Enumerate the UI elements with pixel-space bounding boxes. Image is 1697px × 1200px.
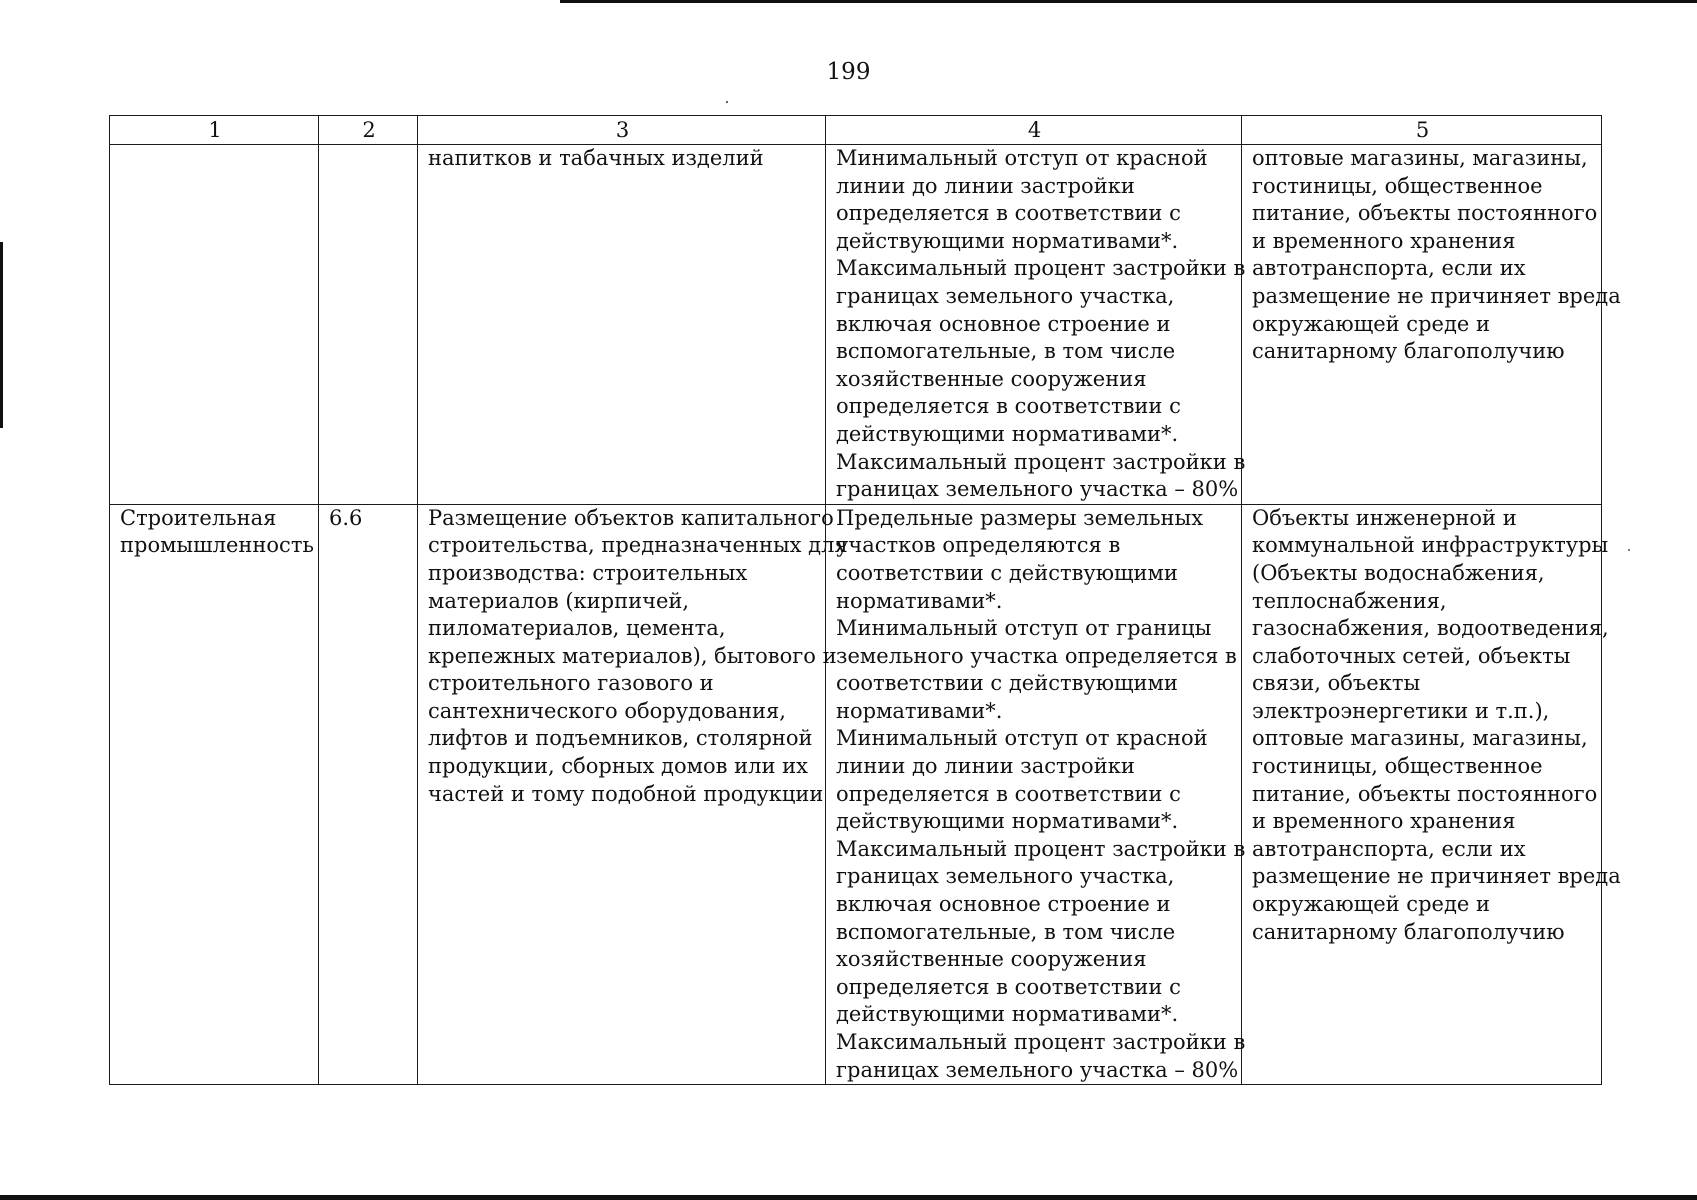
cell-text-line: соответствии с действующими [836, 560, 1178, 585]
cell-text-line: границах земельного участка, [836, 864, 1175, 889]
column-header-5: 5 [1242, 116, 1602, 145]
cell-text-line: частей и тому подобной продукции [428, 781, 824, 806]
column-header-1: 1 [110, 116, 319, 145]
code-cell [319, 504, 418, 1084]
cell-text-line: санитарному благополучию [1252, 919, 1565, 944]
cell-text-line: Объекты инженерной и [1252, 505, 1517, 530]
cell-text-line: лифтов и подъемников, столярной [428, 726, 813, 751]
column-header-4: 4 [826, 116, 1242, 145]
page-number: 199 [826, 59, 871, 85]
cell-text-line: производства: строительных [428, 560, 748, 585]
cell-text-line: включая основное строение и [836, 311, 1171, 336]
cell-text-line: крепежных материалов), бытового и [428, 643, 837, 668]
cell-text-line: слаботочных сетей, объекты [1252, 643, 1571, 668]
cell-text-line: сантехнического оборудования, [428, 698, 786, 723]
land-use-type-cell [110, 145, 319, 505]
land-use-type-cell [110, 504, 319, 1084]
cell-text-line: нормативами*. [836, 698, 1003, 723]
cell-text-line: гостиницы, общественное [1252, 754, 1543, 779]
cell-text-line: связи, объекты [1252, 671, 1421, 696]
cell-text-line: автотранспорта, если их [1252, 836, 1526, 861]
cell-text-line: окружающей среде и [1252, 311, 1490, 336]
cell-text-line: 6.6 [329, 505, 363, 530]
cell-text-line: линии до линии застройки [836, 754, 1135, 779]
cell-text-line: гостиницы, общественное [1252, 173, 1543, 198]
scan-speck [726, 101, 728, 103]
cell-text-line: границах земельного участка – 80% [836, 1057, 1239, 1082]
table-body [110, 145, 1621, 1085]
cell-text-line: напитков и табачных изделий [428, 146, 764, 170]
cell-text-line: Максимальный процент застройки в [836, 449, 1246, 474]
cell-text-line: действующими нормативами*. [836, 809, 1179, 834]
cell-text-line: питание, объекты постоянного [1252, 201, 1598, 226]
column-header-2: 2 [319, 116, 418, 145]
cell-text-line: нормативами*. [836, 588, 1003, 613]
cell-text-line: определяется в соответствии с [836, 394, 1181, 419]
cell-text-line: питание, объекты постоянного [1252, 781, 1598, 806]
description-cell [418, 145, 826, 505]
parameters-cell [826, 145, 1246, 505]
cell-text-line: оптовые магазины, магазины, [1252, 146, 1588, 170]
conditional-uses-cell [1242, 145, 1621, 505]
cell-text-line: Минимальный отступ от красной [836, 146, 1208, 170]
cell-text-line: газоснабжения, водоотведения, [1252, 616, 1609, 641]
cell-text-line: электроэнергетики и т.п.), [1252, 698, 1550, 723]
cell-text-line: границах земельного участка, [836, 283, 1175, 308]
table-row [110, 145, 1602, 505]
cell-text-line: действующими нормативами*. [836, 228, 1179, 253]
table-row [110, 504, 1602, 1084]
cell-text-line: действующими нормативами*. [836, 1002, 1179, 1027]
cell-text-line: включая основное строение и [836, 892, 1171, 917]
cell-text-line: окружающей среде и [1252, 892, 1490, 917]
cell-text-line: определяется в соответствии с [836, 974, 1181, 999]
cell-text-line: соответствии с действующими [836, 671, 1178, 696]
regulations-table [109, 115, 1621, 1085]
cell-text-line: определяется в соответствии с [836, 781, 1181, 806]
column-header-3: 3 [418, 116, 826, 145]
scan-edge-left [0, 242, 3, 428]
cell-text-line: линии до линии застройки [836, 173, 1135, 198]
cell-text-line: Максимальный процент застройки в [836, 256, 1246, 281]
scan-edge-top [560, 0, 1697, 3]
cell-text-line: и временного хранения [1252, 809, 1516, 834]
cell-text-line: автотранспорта, если их [1252, 256, 1526, 281]
cell-text-line: Предельные размеры земельных [836, 505, 1204, 530]
cell-text-line: определяется в соответствии с [836, 201, 1181, 226]
header-row [110, 116, 1602, 145]
cell-text-line: оптовые магазины, магазины, [1252, 726, 1588, 751]
scan-speck [1628, 549, 1630, 551]
cell-text-line: промышленность [120, 533, 314, 558]
cell-text-line: (Объекты водоснабжения, [1252, 560, 1545, 585]
cell-text-line: вспомогательные, в том числе [836, 339, 1176, 364]
cell-text-line: пиломатериалов, цемента, [428, 616, 726, 641]
cell-text-line: хозяйственные сооружения [836, 366, 1147, 391]
cell-text-line: Максимальный процент застройки в [836, 836, 1246, 861]
cell-text-line: вспомогательные, в том числе [836, 919, 1176, 944]
cell-text-line: теплоснабжения, [1252, 588, 1447, 613]
cell-text-line: хозяйственные сооружения [836, 947, 1147, 972]
cell-text-line: земельного участка определяется в [836, 643, 1237, 668]
description-cell [418, 504, 848, 1084]
cell-text-line: Строительная [120, 505, 277, 530]
cell-text-line: Минимальный отступ от границы [836, 616, 1212, 641]
cell-text-line: материалов (кирпичей, [428, 588, 690, 613]
cell-text-line: и временного хранения [1252, 228, 1516, 253]
cell-text-line: Максимальный процент застройки в [836, 1030, 1246, 1054]
cell-text-line: продукции, сборных домов или их [428, 754, 808, 779]
cell-text-line: размещение не причиняет вреда [1252, 283, 1621, 308]
cell-text-line: строительного газового и [428, 671, 714, 696]
parameters-cell [826, 504, 1246, 1084]
code-cell [319, 145, 418, 505]
cell-text-line: участков определяются в [836, 533, 1121, 558]
scan-edge-bottom [0, 1195, 1697, 1200]
cell-text-line: коммунальной инфраструктуры [1252, 533, 1609, 558]
cell-text-line: действующими нормативами*. [836, 421, 1179, 446]
cell-text-line: границах земельного участка – 80% [836, 477, 1239, 502]
conditional-uses-cell [1242, 504, 1621, 1084]
cell-text-line: Размещение объектов капитального [428, 505, 834, 530]
cell-text-line: строительства, предназначенных для [428, 533, 848, 558]
cell-text-line: Минимальный отступ от красной [836, 726, 1208, 751]
cell-text-line: размещение не причиняет вреда [1252, 864, 1621, 889]
cell-text-line: санитарному благополучию [1252, 339, 1565, 364]
